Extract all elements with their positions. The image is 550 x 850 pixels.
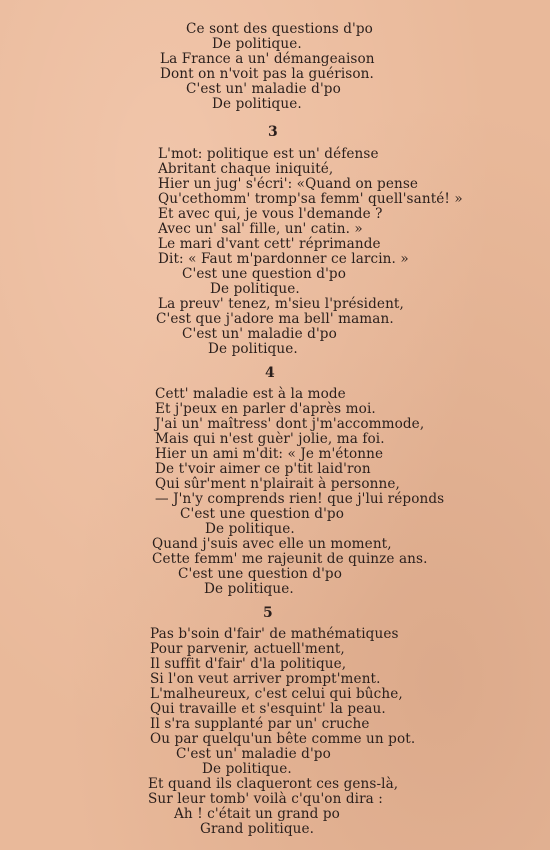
verse-line: De politique. [212,96,302,112]
verse-line: Dont on n'voit pas la guérison. [160,66,374,82]
verse-line: La France a un' démangeaison [160,51,375,67]
verse-line: Il suffit d'fair' d'la politique, [150,656,347,672]
verse-line: Hier un ami m'dit: « Je m'étonne [155,446,384,462]
verse-line: Hier un jug' s'écri': «Quand on pense [158,176,419,192]
verse-line: Pas b'soin d'fair' de mathématiques [150,626,399,642]
verse-line: C'est une question d'po [180,506,344,522]
verse-line: Grand politique. [200,821,315,837]
verse-line: L'malheureux, c'est celui qui bûche, [150,686,403,702]
verse-line: Quand j'suis avec elle un moment, [152,536,392,552]
verse-line: De t'voir aimer ce p'tit laid'ron [155,461,371,477]
verse-line: C'est une question d'po [178,566,342,582]
verse-line: L'mot: politique est un' défense [158,146,379,162]
verse-line: Sur leur tomb' voilà c'qu'on dira : [148,791,383,807]
verse-line: Dit: « Faut m'pardonner ce larcin. » [158,251,409,267]
verse-line: Qui travaille et s'esquint' la peau. [150,701,386,717]
verse-line: C'est un' maladie d'po [186,81,341,97]
verse-line: Le mari d'vant cett' réprimande [158,236,381,252]
verse-line: Il s'ra supplanté par un' cruche [150,716,370,732]
verse-line: Qui sûr'ment n'plairait à personne, [155,476,400,492]
verse-line: De politique. [205,521,295,537]
verse-line: De politique. [202,761,292,777]
verse-line: Avec un' sal' fille, un' catin. » [158,221,363,237]
verse-line: C'est que j'adore ma bell' maman. [156,311,394,327]
verse-line: Ce sont des questions d'po [186,21,373,37]
verse-line: La preuv' tenez, m'sieu l'président, [158,296,404,312]
verse-line: Ou par quelqu'un bête comme un pot. [150,731,416,747]
verse-line: Ah ! c'était un grand po [174,806,340,822]
verse-line: Et quand ils claqueront ces gens-là, [148,776,399,792]
verse-line: Et j'peux en parler d'après moi. [155,401,376,417]
stanza-number: 5 [263,605,273,621]
verse-line: Mais qui n'est guèr' jolie, ma foi. [155,431,385,447]
verse-line: De politique. [208,341,298,357]
verse-line: C'est un' maladie d'po [176,746,331,762]
verse-line: Si l'on veut arriver prompt'ment. [150,671,381,687]
verse-line: Et avec qui, je vous l'demande ? [158,206,383,222]
verse-line: C'est un' maladie d'po [182,326,337,342]
verse-line: C'est une question d'po [182,266,346,282]
stanza-number: 3 [268,124,278,140]
verse-line: J'ai un' maîtress' dont j'm'accommode, [155,416,425,432]
verse-line: Qu'cethomm' tromp'sa femm' quell'santé! » [158,191,463,207]
verse-line: De politique. [212,36,302,52]
verse-line: De politique. [204,581,294,597]
verse-line: Pour parvenir, actuell'ment, [150,641,345,657]
stanza-number: 4 [265,365,275,381]
verse-line: Abritant chaque iniquité, [158,161,334,177]
verse-line: Cett' maladie est à la mode [155,386,346,402]
verse-line: — J'n'y comprends rien! que j'lui réponds [155,491,445,507]
verse-line: De politique. [210,281,300,297]
verse-line: Cette femm' me rajeunit de quinze ans. [152,551,428,567]
